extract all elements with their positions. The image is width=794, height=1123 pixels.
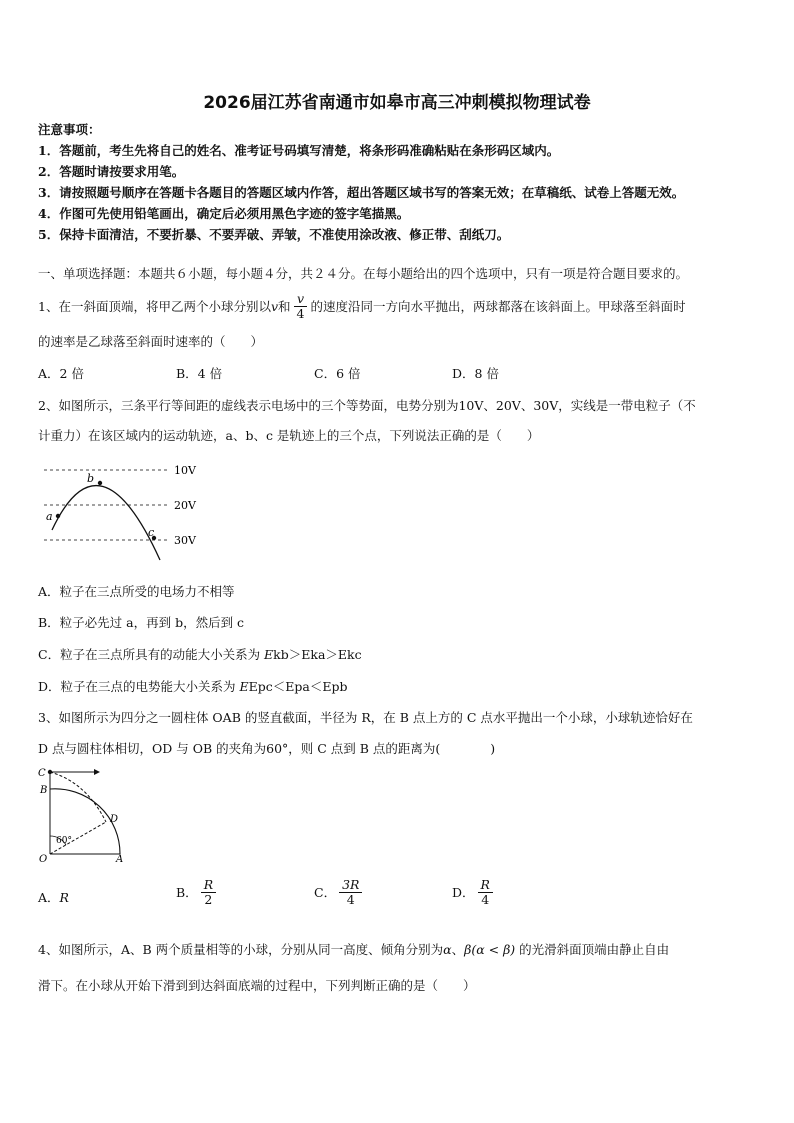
q3-option-a-label: A． — [38, 890, 60, 905]
label-c: C — [38, 768, 46, 779]
label-b: B — [40, 785, 48, 796]
label-a: a — [46, 510, 53, 523]
q2-option-a[interactable]: A．粒子在三点所受的电场力不相等 — [38, 584, 235, 599]
fraction-numerator: R — [201, 878, 216, 893]
label-10v: 10V — [174, 464, 196, 477]
notice-item: 1．答题前，考生先将自己的姓名、准考证号码填写清楚，将条形码准确粘贴在条形码区域内。 — [38, 143, 560, 158]
section-heading: 一、单项选择题：本题共６小题，每小题４分，共２４分。在每小题给出的四个选项中，只有一项是符合题目要求的。 — [38, 266, 689, 281]
point-b — [98, 481, 102, 485]
q3-option-c-fraction — [339, 878, 362, 907]
question-3-line-1: 3、如图所示为四分之一圆柱体 OAB 的竖直截面，半径为 R，在 B 点上方的 C 点水平抛出一个小球，小球轨迹恰好在 — [38, 710, 693, 725]
particle-trajectory — [52, 486, 160, 560]
question-2-line-2: 计重力）在该区域内的运动轨迹，a、b、c 是轨迹上的三个点，下列说法正确的是（ ） — [38, 428, 540, 443]
q2-option-c[interactable] — [38, 645, 362, 663]
q3-option-d-fraction — [478, 878, 493, 907]
q1-option-c[interactable]: C．6 倍 — [314, 366, 361, 381]
label-a: A — [116, 854, 124, 865]
q2-option-c-symbol: E — [264, 647, 274, 662]
q3-option-d[interactable] — [452, 878, 496, 907]
q2-option-c-relation: kb＞Eka＞Ekc — [273, 647, 362, 662]
label-d: D — [110, 814, 119, 825]
q1-and: 和 — [278, 299, 291, 315]
question-2-line-1: 2、如图所示，三条平行等间距的虚线表示电场中的三个等势面，电势分别为10V、20V、30V，实线是一带电粒子（不 — [38, 398, 696, 413]
q4-beta-expression: β(α < β) — [464, 942, 516, 957]
fraction-denominator: 4 — [481, 891, 490, 907]
q2-option-b[interactable]: B．粒子必先过 a，再到 b，然后到 c — [38, 615, 245, 630]
q1-text-part1: 1、在一斜面顶端，将甲乙两个小球分别以 — [38, 299, 271, 315]
label-o: O — [39, 854, 48, 865]
fraction-numerator: R — [478, 878, 493, 893]
notice-item: 2．答题时请按要求用笔。 — [38, 164, 185, 179]
label-c: c — [148, 526, 155, 539]
notice-heading: 注意事项： — [38, 122, 101, 137]
question-3-line-2: D 点与圆柱体相切，OD 与 OB 的夹角为60°，则 C 点到 B 点的距离为( ) — [38, 741, 496, 756]
question-4-line-1 — [38, 940, 669, 958]
q2-field-figure — [38, 458, 218, 568]
q1-velocity-symbol: v — [270, 298, 279, 314]
notice-item: 3．请按照题号顺序在答题卡各题目的答题区域内作答，超出答题区域书写的答案无效；在草稿纸、试卷上答题无效。 — [38, 185, 685, 200]
q3-option-b-label: B． — [176, 885, 198, 901]
q3-option-b[interactable] — [176, 878, 219, 907]
q3-option-a[interactable] — [38, 888, 69, 906]
q2-option-d-symbol: E — [239, 679, 249, 694]
q4-text-part2: 的光滑斜面顶端由静止自由 — [515, 942, 670, 957]
q2-option-d-relation: Epc＜Epa＜Epb — [248, 679, 348, 694]
q4-separator: 、 — [451, 942, 465, 957]
page-title: 2026届江苏省南通市如皋市高三冲刺模拟物理试卷 — [203, 93, 591, 113]
question-1-line-2: 的速率是乙球落至斜面时速率的（ ） — [38, 334, 264, 349]
notice-item: 5．保持卡面清洁，不要折暴、不要弄破、弄皱，不准使用涂改液、修正带、刮纸刀。 — [38, 227, 510, 242]
q2-option-c-text: C．粒子在三点所具有的动能大小关系为 — [38, 647, 265, 662]
q4-alpha: α — [443, 942, 452, 957]
angle-label: 60° — [56, 836, 72, 846]
question-1-line-1 — [38, 292, 686, 321]
label-b: b — [87, 472, 95, 485]
point-a — [56, 514, 60, 518]
q1-option-b[interactable]: B．4 倍 — [176, 366, 223, 381]
q1-fraction — [294, 292, 308, 321]
q2-option-d[interactable] — [38, 677, 347, 695]
notice-item: 4．作图可先使用铅笔画出，确定后必须用黑色字迹的签字笔描黑。 — [38, 206, 410, 221]
q1-option-d[interactable]: D．8 倍 — [452, 366, 499, 381]
arrow-head — [94, 769, 100, 775]
ball-trajectory — [50, 772, 106, 822]
q3-option-c-label: C． — [314, 885, 337, 901]
q1-fraction-denominator: 4 — [296, 305, 305, 321]
q4-text-part1: 4、如图所示，A、B 两个质量相等的小球，分别从同一高度、倾角分别为 — [38, 942, 444, 957]
q3-cylinder-figure — [36, 762, 136, 866]
q3-option-b-fraction — [201, 878, 216, 907]
fraction-denominator: 2 — [204, 891, 213, 907]
q1-fraction-numerator: v — [294, 292, 307, 307]
question-4-line-2: 滑下。在小球从开始下滑到到达斜面底端的过程中，下列判断正确的是（ ） — [38, 978, 476, 993]
q2-option-d-text: D．粒子在三点的电势能大小关系为 — [38, 679, 240, 694]
fraction-denominator: 4 — [346, 891, 355, 907]
q3-option-c[interactable] — [314, 878, 365, 907]
q1-text-part2: 的速度沿同一方向水平抛出，两球都落在该斜面上。甲球落至斜面时 — [310, 299, 686, 315]
label-30v: 30V — [174, 534, 196, 547]
q1-option-a[interactable]: A．2 倍 — [38, 366, 84, 381]
fraction-numerator: 3R — [339, 878, 362, 893]
q3-option-a-value: R — [59, 889, 69, 905]
label-20v: 20V — [174, 499, 196, 512]
q3-option-d-label: D． — [452, 885, 475, 901]
